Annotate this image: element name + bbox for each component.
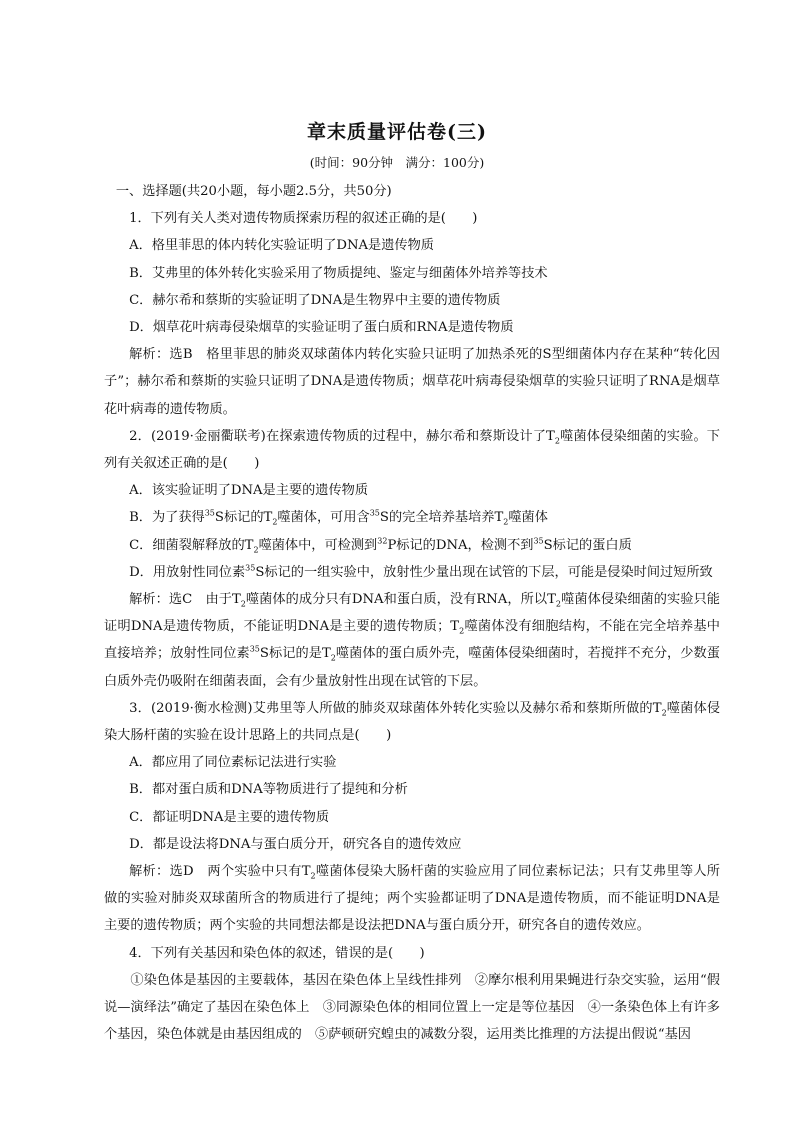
question-3-option-a: A．都应用了同位素标记法进行实验 (129, 755, 337, 771)
section-heading: 一、选择题(共20小题，每小题2.5分，共50分) (115, 184, 392, 199)
question-4-stem: 4．下列有关基因和染色体的叙述，错误的是( ) (129, 945, 425, 961)
question-3-analysis: 解析：选D 两个实验中只有$T_2$噬菌体侵染大肠杆菌的实验应用了同位素标记法；只有艾弗里等人所做的实验对肺炎双球菌所含的物质进行了提纯；两个实验都证明了DNA是遗传物质，而不能证明DNA是主要的遗传物质；两个实验的共同想法都是设法把DNA与蛋白质分开，研究各自的遗传效应。 (104, 864, 720, 934)
question-2-option-b: B．为了获得$^{35}$S标记的$T_2$噬菌体，可用含$^{35}$S的完全培养基培养$T_2$噬菌体 (129, 509, 548, 528)
question-1-option-b: B．艾弗里的体外转化实验采用了物质提纯、鉴定与细菌体外培养等技术 (129, 265, 548, 281)
page-title: 章末质量评估卷(三) (307, 121, 487, 143)
question-2-option-a: A．该实验证明了DNA是主要的遗传物质 (129, 483, 369, 499)
question-3-option-c: C．都证明DNA是主要的遗传物质 (129, 809, 330, 825)
question-3-option-d: D．都是设法将DNA与蛋白质分开，研究各自的遗传效应 (129, 836, 462, 852)
question-1-option-c: C．赫尔希和蔡斯的实验证明了DNA是生物界中主要的遗传物质 (129, 292, 501, 308)
question-4-statements: ①染色体是基因的主要载体，基因在染色体上呈线性排列 ②摩尔根利用果蝇进行杂交实验，运用“假说—演绎法”确定了基因在染色体上 ③同源染色体的相同位置上一定是等位基因 ④一条染色体上有许多个基因，染色体就是由基因组成的 ⑤萨顿研究蝗虫的减数分裂，运用类比推理的方法提出假说“基因 (104, 972, 720, 1043)
question-2-option-c: C．细菌裂解释放的$T_2$噬菌体中，可检测到$^{32}$P标记的DNA，检测不到$^{35}$S标记的蛋白质 (129, 536, 632, 555)
question-1-stem: 1．下列有关人类对遗传物质探索历程的叙述正确的是( ) (129, 211, 478, 227)
question-2-analysis: 解析：选C 由于$T_2$噬菌体的成分只有DNA和蛋白质，没有RNA，所以$T_2$噬菌体侵染细菌的实验只能证明DNA是遗传物质，不能证明DNA是主要的遗传物质；$T_2$噬菌体没有细胞结构，不能在完全培养基中直接培养；放射性同位素$^{35}$S标记的是$T_2$噬菌体的蛋白质外壳，噬菌体侵染细菌时，若搅拌不充分，少数蛋白质外壳仍吸附在细菌表面，会有少量放射性出现在试管的下层。 (104, 592, 720, 689)
question-3-option-b: B．都对蛋白质和DNA等物质进行了提纯和分析 (129, 782, 408, 798)
exam-content (104, 178, 720, 1049)
question-3-stem: 3．(2019·衡水检测)艾弗里等人所做的肺炎双球菌体外转化实验以及赫尔希和蔡斯所做的$T_2$噬菌体侵染大肠杆菌的实验在设计思路上的共同点是( ) (104, 700, 721, 744)
question-1-option-a: A．格里菲思的体内转化实验证明了DNA是遗传物质 (129, 238, 434, 254)
question-1-option-d: D．烟草花叶病毒侵染烟草的实验证明了蛋白质和RNA是遗传物质 (129, 320, 514, 336)
question-2-option-d: D．用放射性同位素$^{35}$S标记的一组实验中，放射性少量出现在试管的下层，可能是侵染时间过短所致 (129, 563, 713, 580)
question-1-analysis: 解析：选B 格里菲思的肺炎双球菌体内转化实验只证明了加热杀死的S型细菌体内存在某种“转化因子”；赫尔希和蔡斯的实验只证明了DNA是遗传物质；烟草花叶病毒侵染烟草的实验只证明了RNA是烟草花叶病毒的遗传物质。 (104, 347, 720, 417)
question-2-stem: 2．(2019·金丽衢联考)在探索遗传物质的过程中，赫尔希和蔡斯设计了$T_2$噬菌体侵染细菌的实验。下列有关叙述正确的是( ) (104, 428, 720, 472)
exam-time-score: (时间：90分钟 满分：100分) (309, 155, 485, 170)
